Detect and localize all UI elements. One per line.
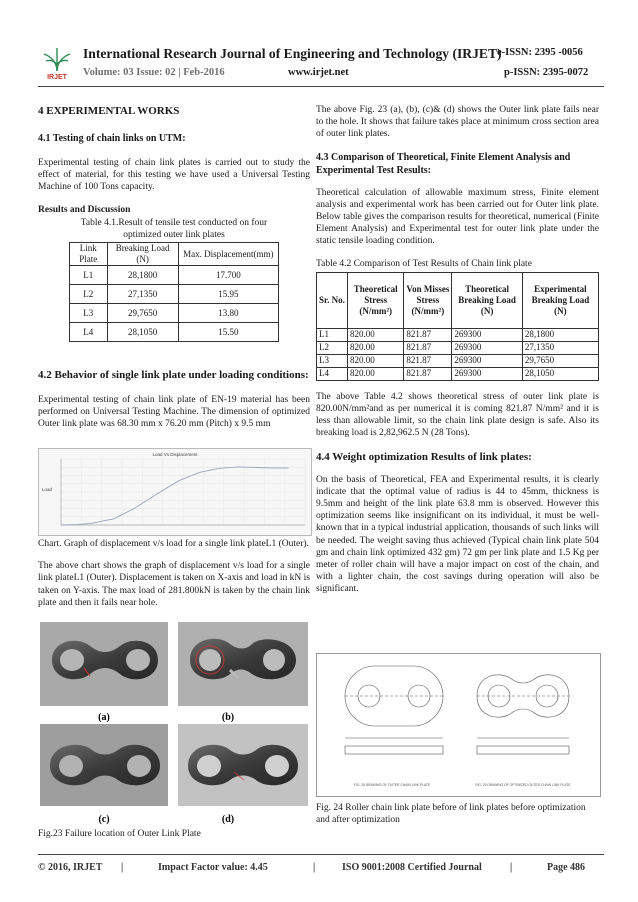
drawing-right-caption: FIG. 29 DRAWING OF OPTIMIZED OUTER CHAIN LINK PLATE [475,783,571,787]
footer-iso: ISO 9001:2008 Certified Journal [342,862,482,873]
paragraph-4-1: Experimental testing of chain link plates is carried out to study the effect of material, for this testing we have used a Universal Testing Machine of 100 Tons capacity. [38,158,310,193]
table-row [317,354,599,367]
photo-label-a: (a) [98,712,110,723]
paragraph-chart: The above chart shows the graph of displacement v/s load for a single link plateL1 (Outer). Displacement is taken on X-axis and load in kN is taken on Y-axis. The max load of 281.800kN is taken by the chain link plate and then it fails near hole. [38,561,311,608]
table-cell: 820.00 [348,354,404,367]
table-cell: L3 [70,304,108,323]
table-row [317,341,599,354]
fig-24-caption: Fig. 24 Roller chain link plate before of link plates before optimization and after optimization [316,803,586,826]
photo-b [178,622,308,706]
photo-label-b: (b) [221,712,235,723]
table-header-cell: Theoretical Breaking Load (N) [452,272,523,328]
chart-caption: Chart. Graph of displacement v/s load for a single link plateL1 (Outer). [38,539,309,549]
table-4-1-caption: Table 4.1.Result of tensile test conducted on four optimized outer link plates [80,217,268,240]
irjet-logo [40,44,74,80]
photo-c [40,724,168,806]
table-cell: 821.87 [404,354,452,367]
table-row [70,323,279,342]
table-header-cell: Max. Displacement(mm) [178,243,278,266]
table-cell: 27,1350 [522,341,598,354]
table-row [70,266,279,285]
table-cell: 15.95 [178,285,278,304]
table-cell: L1 [70,266,108,285]
table-cell: 29,7650 [107,304,178,323]
table-row [70,304,279,323]
table-cell: L4 [70,323,108,342]
drawing-optimized-plate [477,675,569,754]
left-column [38,104,310,431]
table-header-row [70,243,279,266]
footer-copyright: © 2016, IRJET [38,862,103,873]
table-cell: L3 [317,354,348,367]
footer-page: Page 486 [547,862,586,873]
table-header-cell: Experimental Breaking Load (N) [522,272,598,328]
section-heading-4-3: 4.3 Comparison of Theoretical, Finite Element Analysis and Experimental Test Results: [316,151,571,176]
footer-separator: | [121,862,124,873]
table-cell: L1 [317,328,348,341]
header-rule [38,86,604,87]
section-heading-4: 4 EXPERIMENTAL WORKS [38,105,180,117]
volume-issue: Volume: 03 Issue: 02 | Feb-2016 [83,67,225,78]
footer-separator: | [510,862,513,873]
table-cell: 17.700 [178,266,278,285]
table-header-row [317,272,599,328]
table-cell: 27,1350 [107,285,178,304]
table-cell: 821.87 [404,341,452,354]
footer-rule [38,854,604,855]
paragraph-table-4-2: The above Table 4.2 shows theoretical stress of outer link plate is 820.00N/mm²and as per numerical it is coming 821.87 N/mm² and it is less than allowable limit, so the chain link plate design is safe. Also its breaking load is 2,82,962.5 N (28 Tons). [316,391,599,439]
table-cell: 28,1050 [107,323,178,342]
paragraph-4-2: Experimental testing of chain link plate of EN-19 material has been performed on Universal Testing Machine. The dimension of optimized Outer link plate was 68.30 mm x 76.20 mm (Pitch) x 9.5 mm [38,395,310,430]
e-issn: e-ISSN: 2395 -0056 [497,47,583,58]
chart-title: Load Vs Displacement [152,452,198,457]
load-displacement-chart [38,448,312,536]
table-row [317,367,599,380]
paragraph-fig23: The above Fig. 23 (a), (b), (c)& (d) shows the Outer link plate fails near to the hole. It shows that failure takes place at minimum cross section area of outer link plates. [316,105,599,140]
right-column [316,104,599,596]
table-cell: 820.00 [348,328,404,341]
table-4-2 [316,272,599,381]
link-plate-drawings [316,653,601,797]
photo-label-d: (d) [221,814,235,825]
table-cell: 821.87 [404,367,452,380]
table-cell: 28,1050 [522,367,598,380]
table-cell: 28,1800 [522,328,598,341]
table-cell: L2 [70,285,108,304]
table-cell: 820.00 [348,367,404,380]
journal-title: International Research Journal of Engineering and Technology (IRJET) [83,46,502,61]
table-cell: 29,7650 [522,354,598,367]
left-column-lower [38,538,310,609]
table-cell: 269300 [452,328,523,341]
photo-d [178,724,308,806]
fig-23-caption: Fig.23 Failure location of Outer Link Plate [38,829,201,839]
table-header-cell: Von Misses Stress (N/mm²) [404,272,452,328]
results-heading: Results and Discussion [38,204,131,215]
paragraph-4-4: On the basis of Theoretical, FEA and Experimental results, it is clearly indicate that the optimal value of radius is 44 to 45mm, thickness is 9.5mm and height of the link plate 63.8 mm is observed. However this optimization seems like insignificant on its individual, it must be well-known that in a typical industrial application, thousands of such links will be needed. The weight saving thus achieved (Typical chain link plate 504 gm and chain link optimized 432 gm) 72 gm per link plate and 1.5 Kg per meter of roller chain will have a major impact on cost of the chain, and with a lighter chain, the cost savings during operation will also be significant. [316,474,599,595]
table-cell: L2 [317,341,348,354]
table-4-1 [69,242,279,342]
p-issn: p-ISSN: 2395-0072 [504,67,589,78]
logo-text: IRJET [47,74,67,80]
table-header-cell: Link Plate [70,243,108,266]
table-row [317,328,599,341]
chart-grid [61,459,305,525]
table-cell: 821.87 [404,328,452,341]
footer-impact-factor: Impact Factor value: 4.45 [158,862,268,873]
table-cell: 13.80 [178,304,278,323]
table-row [70,285,279,304]
section-heading-4-1: 4.1 Testing of chain links on UTM: [38,133,186,144]
fig-24-caption-wrap [316,802,599,826]
website-link[interactable]: www.irjet.net [288,67,349,78]
paragraph-4-3: Theoretical calculation of allowable maximum stress, Finite element analysis and experimental work has been carried out for Outer link plate. Below table gives the comparison results for theoretical, numerical (Finite Element Analysis) and Experimental test for outer link plate under the static tensile loading condition. [316,187,599,247]
table-4-2-caption: Table 4.2 Comparison of Test Results of Chain link plate [316,258,532,269]
chart-y-axis-label: Load [41,487,53,492]
table-cell: 15.50 [178,323,278,342]
table-header-cell: Sr. No. [317,272,348,328]
table-cell: 820.00 [348,341,404,354]
section-heading-4-2: 4.2 Behavior of single link plate under loading conditions: [38,369,309,382]
footer-separator: | [313,862,316,873]
table-cell: 269300 [452,367,523,380]
table-header-cell: Theoretical Stress (N/mm²) [348,272,404,328]
failure-photos [38,620,310,826]
photo-a [40,622,168,706]
section-heading-4-4: 4.4 Weight optimization Results of link plates: [316,450,532,463]
table-cell: 269300 [452,354,523,367]
table-cell: 28,1800 [107,266,178,285]
table-cell: 269300 [452,341,523,354]
photo-label-c: (c) [98,814,110,825]
table-header-cell: Breaking Load (N) [107,243,178,266]
drawing-outer-plate [345,666,443,754]
drawing-left-caption: FIG. 28 DRAWING OF OUTER CHAIN LINK PLATE [353,783,431,787]
table-cell: L4 [317,367,348,380]
